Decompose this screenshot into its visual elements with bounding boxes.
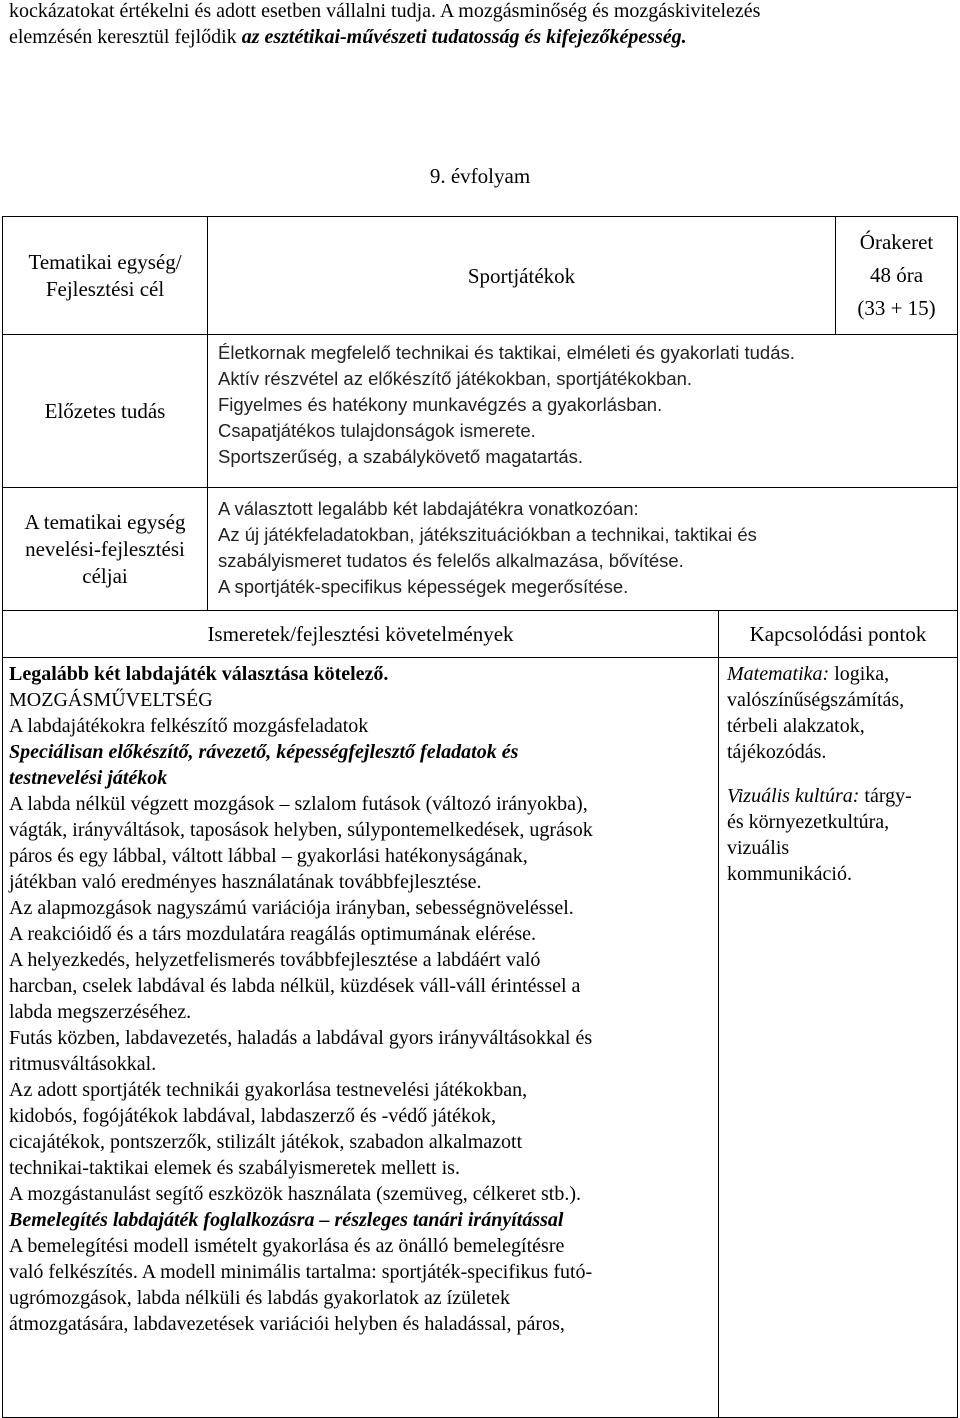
link-visual-text: tárgy- <box>859 785 912 807</box>
links-header: Kapcsolódási pontok <box>719 611 958 658</box>
intro-line-2-text: elemzésén keresztül fejlődik <box>9 26 242 48</box>
label-prior-knowledge: Előzetes tudás <box>3 335 208 488</box>
req-line: Bemelegítés labdajáték foglalkozásra – részleges tanári irányítással <box>9 1209 564 1231</box>
goals-line: szabályismeret tudatos és felelős alkalmazása, bővítése. <box>218 550 684 571</box>
spacer <box>727 765 953 783</box>
intro-line-1: kockázatokat értékelni és adott esetben vállalni tudja. A mozgásminőség és mozgáskivitelezés <box>9 0 761 22</box>
grade-heading: 9. évfolyam <box>429 164 531 188</box>
link-subject-visual: Vizuális kultúra: <box>727 785 860 807</box>
requirements-header: Ismeretek/fejlesztési követelmények <box>3 611 719 658</box>
label-goals-line-2: nevelési-fejlesztési <box>25 536 185 561</box>
link-line: tájékozódás. <box>727 741 827 763</box>
link-line: kommunikáció. <box>727 863 852 885</box>
goals-line: A választott legalább két labdajátékra vonatkozóan: <box>218 498 639 519</box>
req-line: A helyezkedés, helyzetfelismerés továbbfejlesztése a labdáért való <box>9 949 541 971</box>
hours-title: Órakeret <box>859 230 934 254</box>
req-line: labda megszerzéséhez. <box>9 1001 192 1023</box>
req-line: technikai-taktikai elemek és szabályismeretek mellett is. <box>9 1157 460 1179</box>
link-line <box>727 661 953 687</box>
req-line: vágták, irányváltások, taposások helyben, súlypontemelkedések, ugrások <box>9 819 593 841</box>
label-topic-line-1: Tematikai egység/ <box>28 249 182 274</box>
req-line: harcban, cselek labdával és labda nélkül, küzdések váll-váll érintéssel a <box>9 975 581 997</box>
intro-line-2-emphasis: az esztétikai-művészeti tudatosság és kifejezőképesség. <box>241 26 687 48</box>
req-line: MOZGÁSMŰVELTSÉG <box>9 689 213 711</box>
label-goals-line-3: céljai <box>82 563 128 588</box>
goals-line: Az új játékfeladatokban, játékszituációkban a technikai, taktikai és <box>218 524 757 545</box>
link-line <box>727 783 953 809</box>
prior-line: Aktív részvétel az előkészítő játékokban, sportjátékokban. <box>218 368 693 389</box>
req-line: kidobós, fogójátékok labdával, labdaszerző és -védő játékok, <box>9 1105 497 1127</box>
req-line: A mozgástanulást segítő eszközök használata (szemüveg, célkeret stb.). <box>9 1183 582 1205</box>
req-line: A bemelegítési modell ismételt gyakorlása és az önálló bemelegítésre <box>9 1235 565 1257</box>
req-line: Legalább két labdajáték választása kötelező. <box>9 663 389 685</box>
link-math-text: logika, <box>829 663 890 685</box>
row-headers <box>3 611 958 658</box>
link-line: valószínűségszámítás, <box>727 689 905 711</box>
hours-value: 48 óra <box>869 263 924 287</box>
prior-line: Sportszerűség, a szabálykövető magatartás. <box>218 446 584 467</box>
requirements-content <box>3 658 719 1418</box>
intro-paragraph <box>9 0 954 50</box>
link-line: vizuális <box>727 837 790 859</box>
prior-line: Életkornak megfelelő technikai és taktikai, elméleti és gyakorlati tudás. <box>218 342 795 363</box>
link-subject-math: Matematika: <box>727 663 830 685</box>
label-topic-line-2: Fejlesztési cél <box>45 276 165 301</box>
intro-line-2 <box>9 24 954 50</box>
label-goals <box>3 488 208 611</box>
label-topic <box>3 217 208 335</box>
curriculum-table <box>2 216 958 1418</box>
topic-title: Sportjátékok <box>208 217 836 335</box>
link-line: és környezetkultúra, <box>727 811 890 833</box>
req-line: való felkészítés. A modell minimális tartalma: sportjáték-specifikus futó- <box>9 1261 593 1283</box>
row-prior-knowledge <box>3 335 958 488</box>
req-line: Az alapmozgások nagyszámú variációja irányban, sebességnöveléssel. <box>9 897 574 919</box>
hours-cell <box>836 217 958 335</box>
goals-line: A sportjáték-specifikus képességek megerősítése. <box>218 576 629 597</box>
links-content <box>719 658 958 1418</box>
row-requirements <box>3 658 958 1418</box>
req-line: Futás közben, labdavezetés, haladás a labdával gyors irányváltásokkal és <box>9 1027 593 1049</box>
row-topic <box>3 217 958 335</box>
req-line: ugrómozgások, labda nélküli és labdás gyakorlatok az ízületek <box>9 1287 510 1309</box>
req-line: Speciálisan előkészítő, rávezető, képességfejlesztő feladatok és <box>9 741 519 763</box>
req-line: páros és egy lábbal, váltott lábbal – gyakorlási hatékonyságának, <box>9 845 528 867</box>
req-line: A reakcióidő és a társ mozdulatára reagálás optimumának elérése. <box>9 923 536 945</box>
req-line: Az adott sportjáték technikái gyakorlása testnevelési játékokban, <box>9 1079 528 1101</box>
link-line: térbeli alakzatok, <box>727 715 865 737</box>
req-line: testnevelési játékok <box>9 767 168 789</box>
prior-line: Figyelmes és hatékony munkavégzés a gyakorlásban. <box>218 394 663 415</box>
row-goals <box>3 488 958 611</box>
req-line: A labdajátékokra felkészítő mozgásfeladatok <box>9 715 369 737</box>
req-line: cicajátékok, pontszerzők, stilizált játékok, szabadon alkalmazott <box>9 1131 523 1153</box>
req-line: játékban való eredményes használatának továbbfejlesztése. <box>9 871 482 893</box>
req-line: átmozgatására, labdavezetések variációi helyben és haladással, páros, <box>9 1313 565 1335</box>
req-line: ritmusváltásokkal. <box>9 1053 157 1075</box>
label-goals-line-1: A tematikai egység <box>24 509 186 534</box>
hours-split: (33 + 15) <box>857 296 936 320</box>
goals-content <box>208 488 958 611</box>
prior-line: Csapatjátékos tulajdonságok ismerete. <box>218 420 536 441</box>
req-line: A labda nélkül végzett mozgások – szlalom futások (változó irányokba), <box>9 793 588 815</box>
prior-knowledge-content <box>208 335 958 488</box>
